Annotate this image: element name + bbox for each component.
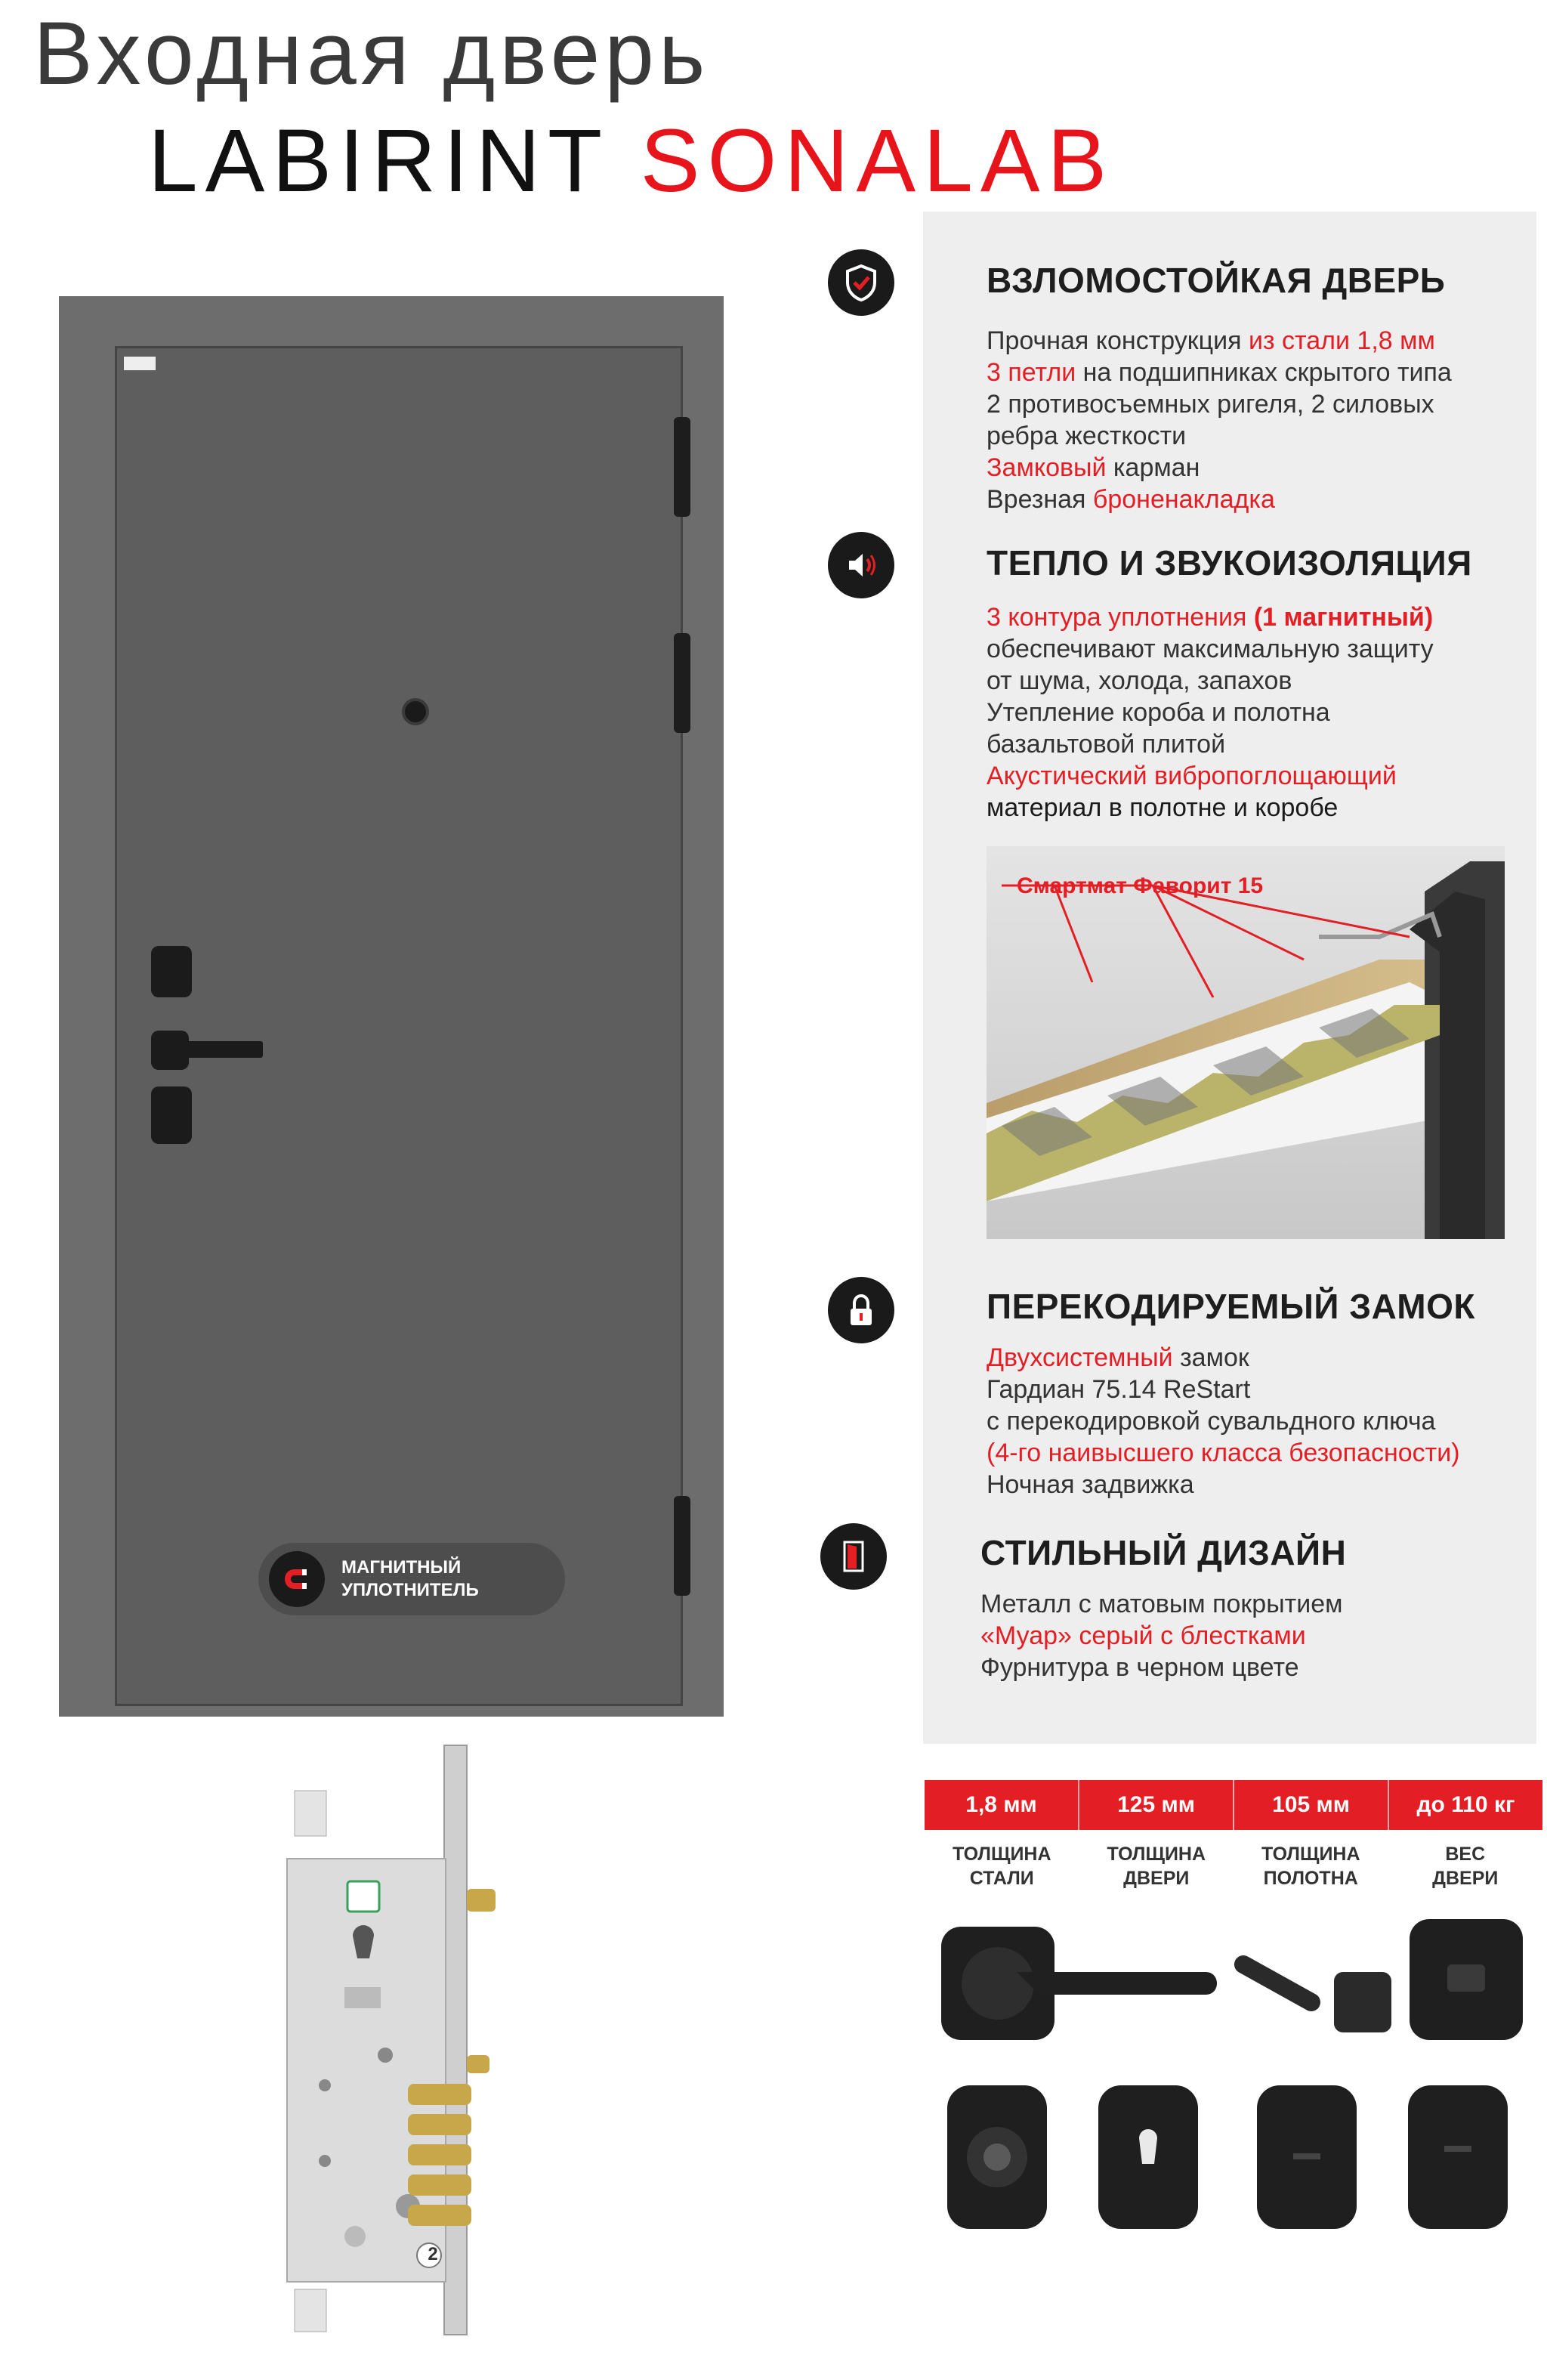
door-icon <box>820 1523 887 1590</box>
feature-body <box>987 1342 1460 1501</box>
feature-body <box>980 1588 1343 1683</box>
spec-value: до 110 кг <box>1416 1792 1515 1817</box>
feature-text-run: 3 контура уплотнения <box>987 603 1254 632</box>
feature-text-run: обеспечивают максимальную защиту <box>987 635 1434 663</box>
feature-line <box>987 1437 1460 1469</box>
lock-number-label: 2 <box>428 2244 438 2264</box>
feature-line <box>987 1469 1460 1501</box>
spec-label: ПОЛОТНА <box>1263 1868 1358 1889</box>
door-hinge <box>674 417 690 517</box>
feature-text-run: 3 петли <box>987 358 1076 387</box>
feature-text-run: от шума, холода, запахов <box>987 666 1292 695</box>
door-leaf <box>115 346 683 1706</box>
door-hinge <box>674 633 690 733</box>
spec-value: 125 мм <box>1079 1780 1234 1830</box>
feature-line <box>987 1342 1460 1374</box>
feature-line <box>987 728 1434 760</box>
feature-text-run: Ночная задвижка <box>987 1470 1194 1499</box>
manufacturer-label <box>124 357 156 370</box>
feature-text-run: базальтовой плитой <box>987 730 1226 759</box>
feature-line <box>987 633 1434 665</box>
feature-line <box>980 1620 1343 1652</box>
feature-text-run: ребра жесткости <box>987 422 1187 450</box>
specs-bar <box>925 1780 1542 1830</box>
spec-label: СТАЛИ <box>969 1868 1034 1889</box>
badge-line1: МАГНИТНЫЙ <box>341 1557 462 1578</box>
feature-line <box>987 697 1434 728</box>
feature-text-run: Акустический вибропоглощающий <box>987 762 1397 790</box>
feature-line <box>987 665 1434 697</box>
feature-text-run: Фурнитура в черном цвете <box>980 1653 1299 1682</box>
spec-label: ТОЛЩИНА <box>1107 1844 1206 1865</box>
spec-label: ТОЛЩИНА <box>1261 1844 1360 1865</box>
page-title-line1: Входная дверь <box>33 4 710 104</box>
shield-check-icon <box>828 249 894 316</box>
feature-text-run: Прочная конструкция <box>987 326 1249 355</box>
spec-label: ДВЕРИ <box>1123 1868 1190 1889</box>
feature-line <box>987 1374 1460 1405</box>
feature-text-run: замок <box>1172 1343 1249 1372</box>
insulation-material-label: Смартмат Фаворит 15 <box>1017 873 1264 898</box>
feature-text-run: 2 противосъемных ригеля, 2 силовых <box>987 390 1434 419</box>
feature-line <box>987 601 1434 633</box>
feature-line <box>987 388 1452 420</box>
feature-text-run: «Муар» серый с блестками <box>980 1621 1306 1650</box>
insulation-cross-section-image <box>987 846 1505 1239</box>
feature-line <box>987 484 1452 515</box>
feature-text-run: (1 магнитный) <box>1253 603 1434 632</box>
door-peephole <box>402 698 429 725</box>
feature-text-run: броненакладка <box>1092 485 1275 514</box>
feature-title: СТИЛЬНЫЙ ДИЗАЙН <box>980 1533 1347 1572</box>
feature-line <box>987 357 1452 388</box>
feature-line <box>987 792 1434 824</box>
magnetic-seal-badge <box>258 1543 565 1615</box>
feature-title: ТЕПЛО И ЗВУКОИЗОЛЯЦИЯ <box>987 543 1472 583</box>
spec-label: ВЕС <box>1445 1844 1486 1865</box>
page-title-line2 <box>148 112 1114 210</box>
feature-line <box>987 1405 1460 1437</box>
spec-value: 1,8 мм <box>925 1780 1079 1830</box>
spec-value: 105 мм <box>1234 1780 1389 1830</box>
feature-text-run: Замковый <box>987 453 1107 482</box>
feature-text-run: на подшипниках скрытого типа <box>1076 358 1452 387</box>
feature-text-run: Двухсистемный <box>987 1343 1173 1372</box>
speaker-icon <box>828 532 894 598</box>
lock-cylinder-plate-top <box>151 946 192 997</box>
feature-text-run: Врезная <box>987 485 1093 514</box>
feature-line <box>987 420 1452 452</box>
model-name: SONALAB <box>640 111 1115 211</box>
hardware-image <box>934 1912 1542 2244</box>
feature-title: ВЗЛОМОСТОЙКАЯ ДВЕРЬ <box>987 261 1446 300</box>
feature-text-run: с перекодировкой сувальдного ключа <box>987 1407 1436 1436</box>
feature-text-run: материал в полотне и коробе <box>987 793 1339 822</box>
feature-text-run: карман <box>1106 453 1200 482</box>
feature-text-run: (4-го наивысшего класса безопасности) <box>987 1439 1460 1467</box>
lock-cylinder-plate-bottom <box>151 1086 192 1144</box>
feature-line <box>987 760 1434 792</box>
specs-labels <box>925 1842 1542 1890</box>
feature-text-run: из стали 1,8 мм <box>1249 326 1435 355</box>
padlock-icon <box>828 1277 894 1343</box>
feature-line <box>980 1652 1343 1683</box>
mortise-lock-image <box>272 1738 499 2342</box>
magnet-icon <box>269 1551 325 1607</box>
feature-text-run: Металл с матовым покрытием <box>980 1590 1343 1618</box>
feature-text-run: Гардиан 75.14 ReStart <box>987 1375 1251 1404</box>
feature-body <box>987 325 1452 515</box>
spec-label: ДВЕРИ <box>1432 1868 1499 1889</box>
feature-title: ПЕРЕКОДИРУЕМЫЙ ЗАМОК <box>987 1287 1475 1326</box>
spec-label: ТОЛЩИНА <box>952 1844 1051 1865</box>
feature-line <box>980 1588 1343 1620</box>
door-hinge <box>674 1496 690 1596</box>
door-handle <box>174 1041 263 1058</box>
feature-line <box>987 452 1452 484</box>
feature-line <box>987 325 1452 357</box>
brand-name: LABIRINT <box>148 111 608 211</box>
feature-text-run: Утепление короба и полотна <box>987 698 1330 727</box>
badge-line2: УПЛОТНИТЕЛЬ <box>341 1580 479 1600</box>
feature-body <box>987 601 1434 824</box>
